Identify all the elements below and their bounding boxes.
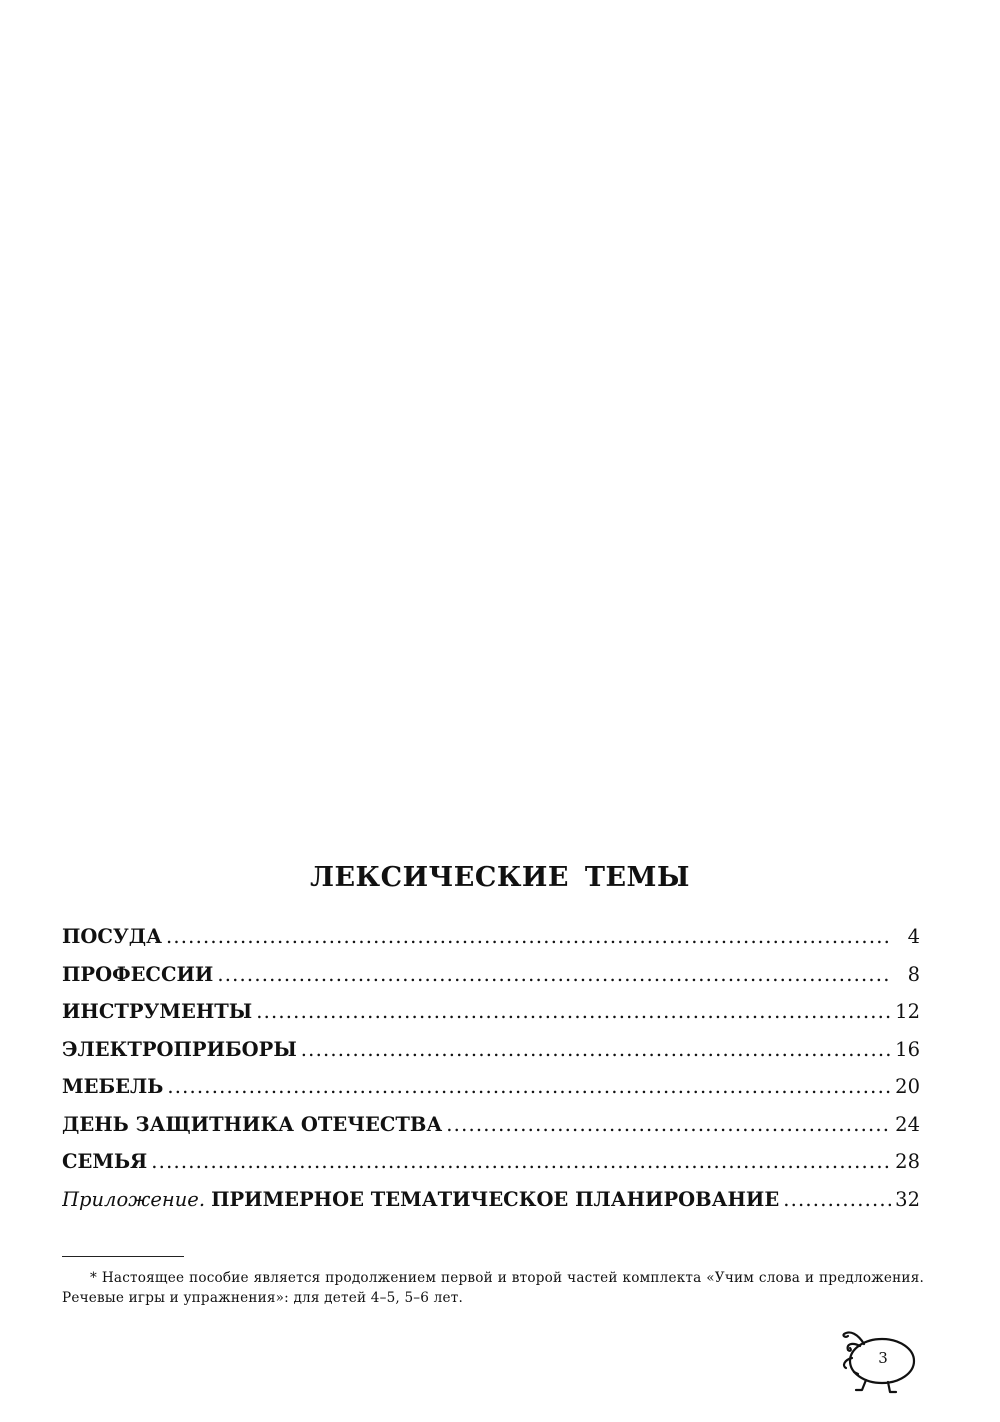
toc-entry[interactable] — [62, 1000, 920, 1038]
toc-entry-prefix: Приложение. — [62, 1187, 206, 1211]
toc-entry-page: 20 — [895, 1075, 920, 1098]
toc-entry-title — [62, 1188, 779, 1211]
toc-entry-title-text: ПРИМЕРНОЕ ТЕМАТИЧЕСКОЕ ПЛАНИРОВАНИЕ — [211, 1187, 780, 1211]
toc-leader-dots — [151, 1150, 891, 1173]
toc-entry[interactable] — [62, 1150, 920, 1188]
toc-entry[interactable] — [62, 963, 920, 1001]
toc-entry-page: 8 — [907, 962, 920, 986]
toc-entry-page: 12 — [895, 1000, 920, 1023]
toc-entry[interactable] — [62, 1038, 920, 1076]
toc-entry-appendix[interactable] — [62, 1188, 920, 1226]
toc-entry-page: 4 — [907, 925, 920, 948]
toc-entry-page: 16 — [895, 1037, 920, 1061]
toc-leader-dots — [166, 925, 892, 948]
toc-entry-title: ИНСТРУМЕНТЫ — [62, 1000, 253, 1023]
footnote-divider — [62, 1256, 184, 1257]
toc-leader-dots — [217, 963, 892, 986]
toc-entry-title: ДЕНЬ ЗАЩИТНИКА ОТЕЧЕСТВА — [62, 1112, 443, 1136]
toc-leader-dots — [256, 1000, 891, 1023]
toc-leader-dots — [301, 1038, 891, 1061]
toc-entry-title: ПОСУДА — [62, 925, 162, 948]
footnote: * Настоящее пособие является продолжением первой и второй частей комплекта «Учим слова и предложения. Речевые игры и упражнения»: для детей 4–5, 5–6 лет. — [62, 1270, 924, 1306]
toc-heading: ЛЕКСИЧЕСКИЕ ТЕМЫ — [310, 862, 690, 893]
toc-leader-dots — [167, 1075, 891, 1098]
toc-entry-title: СЕМЬЯ — [62, 1150, 148, 1173]
toc-entry[interactable] — [62, 1113, 920, 1151]
toc-entry-page: 28 — [895, 1150, 920, 1173]
page-number: 3 — [878, 1349, 888, 1367]
toc-leader-dots — [783, 1188, 891, 1211]
toc-leader-dots — [446, 1113, 891, 1136]
toc-entry-page: 32 — [895, 1187, 920, 1211]
toc-entry-page: 24 — [895, 1112, 920, 1136]
table-of-contents — [62, 925, 920, 1225]
toc-entry-title: ЭЛЕКТРОПРИБОРЫ — [62, 1037, 297, 1061]
toc-entry[interactable] — [62, 925, 920, 963]
toc-entry-title: МЕБЕЛЬ — [62, 1075, 164, 1098]
toc-entry[interactable] — [62, 1075, 920, 1113]
toc-entry-title: ПРОФЕССИИ — [62, 962, 214, 986]
